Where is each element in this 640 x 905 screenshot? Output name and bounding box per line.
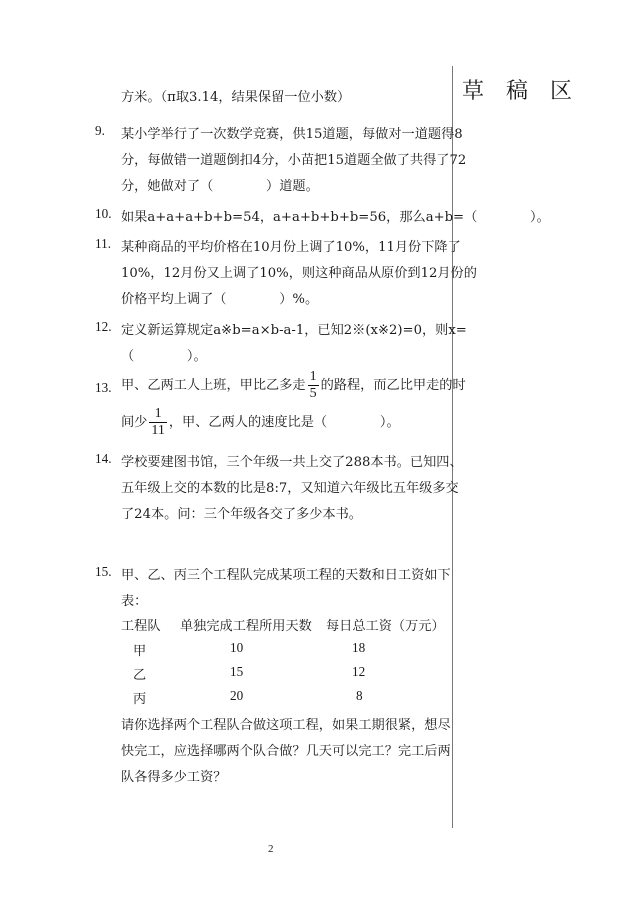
q10-number: 10.	[95, 206, 112, 221]
q9-line: 某小学举行了一次数学竞赛，供15道题，每做对一道题得8	[121, 127, 463, 142]
draft-divider-line	[452, 66, 453, 828]
q15-line: 表：	[121, 594, 148, 609]
table-header: 单独完成工程所用天数	[180, 619, 312, 634]
draft-title-char: 区	[550, 79, 573, 104]
table-cell-days: 20	[230, 688, 244, 703]
q13-line-2	[121, 406, 400, 440]
q9-number: 9.	[95, 123, 105, 138]
q15-question-line: 请你选择两个工程队合做这项工程，如果工期很紧，想尽	[121, 718, 451, 733]
q14-line: 五年级上交的本数的比是8:7，又知道六年级比五年级多交	[121, 481, 459, 496]
q12-number: 12.	[95, 319, 112, 334]
draft-title-char: 草	[462, 79, 485, 104]
q12-line: （ ）。	[121, 349, 207, 364]
q14-line: 了24本。问：三个年级各交了多少本书。	[121, 507, 362, 522]
q9-line: 分，每做错一道题倒扣4分，小苗把15道题全做了共得了72	[121, 153, 467, 168]
q14-line: 学校要建图书馆，三个年级一共上交了288本书。已知四、	[121, 455, 463, 470]
q12-line: 定义新运算规定a※b=a×b-a-1，已知2※(x※2)=0，则x=	[121, 323, 467, 338]
q13-text: ，甲、乙两人的速度比是（ ）。	[168, 415, 400, 430]
q10-line: 如果a+a+a+b+b=54，a+a+b+b+b=56，那么a+b=（ ）。	[121, 210, 550, 225]
table-header: 工程队	[121, 619, 161, 634]
table-cell-wage: 8	[356, 688, 363, 703]
table-cell-wage: 12	[352, 664, 366, 679]
table-cell-team: 丙	[133, 692, 147, 707]
fraction-one-eleventh	[149, 406, 166, 439]
fraction-one-fifth	[308, 369, 319, 402]
table-cell-team: 甲	[133, 644, 147, 659]
draft-title-char: 稿	[506, 79, 529, 104]
fraction-numerator: 1	[149, 406, 166, 423]
q11-line: 价格平均上调了（ ）%。	[121, 292, 319, 307]
q8-tail: 方米。（π取3.14，结果保留一位小数）	[121, 90, 351, 105]
fraction-denominator: 11	[151, 423, 165, 438]
q11-number: 11.	[95, 236, 111, 251]
q13-text: 甲、乙两工人上班，甲比乙多走	[121, 378, 306, 393]
q15-line: 甲、乙、丙三个工程队完成某项工程的天数和日工资如下	[121, 568, 451, 583]
table-cell-days: 10	[230, 640, 244, 655]
fraction-numerator: 1	[309, 369, 317, 384]
page-number: 2	[268, 843, 274, 855]
table-cell-team: 乙	[133, 668, 147, 683]
q13-number: 13.	[95, 380, 112, 395]
table-header: 每日总工资（万元）	[326, 619, 445, 634]
q11-line: 10%，12月份又上调了10%，则这种商品从原价到12月份的	[121, 266, 477, 281]
q11-line: 某种商品的平均价格在10月份上调了10%，11月份下降了	[121, 240, 461, 255]
q15-question-line: 队各得多少工资？	[121, 770, 227, 785]
table-cell-days: 15	[230, 664, 244, 679]
q13-line-1	[121, 369, 466, 403]
draft-area-title	[462, 74, 594, 105]
q13-text: 的路程，而乙比甲走的时	[320, 378, 466, 393]
q14-number: 14.	[95, 451, 112, 466]
fraction-denominator: 5	[309, 386, 317, 401]
q13-text: 间少	[121, 415, 148, 430]
table-cell-wage: 18	[352, 640, 366, 655]
q9-line: 分，她做对了（ ）道题。	[121, 179, 319, 194]
q15-number: 15.	[95, 564, 112, 579]
q15-question-line: 快完工，应选择哪两个队合做？几天可以完工？完工后两	[121, 744, 451, 759]
